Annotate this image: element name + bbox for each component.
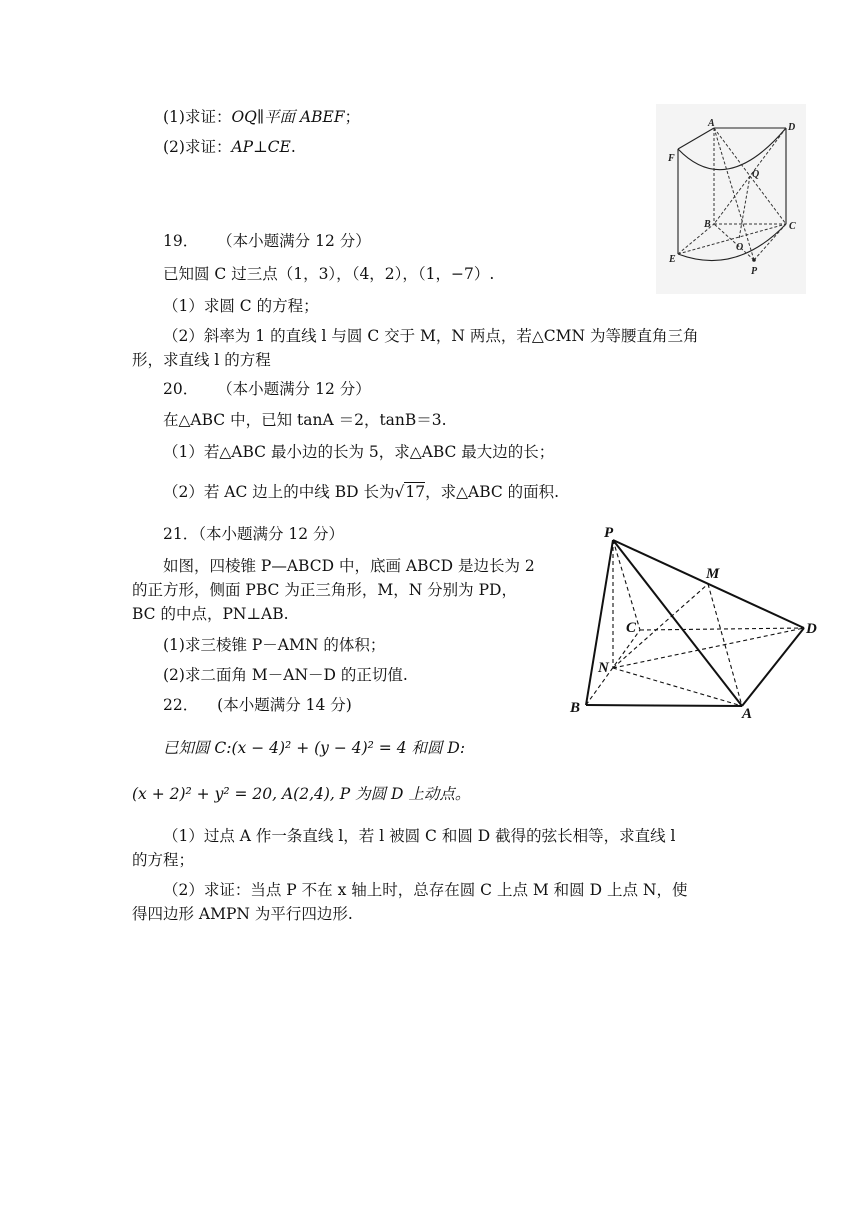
label-E: E	[669, 254, 676, 265]
edge-BA	[586, 705, 742, 706]
label-C: C	[789, 221, 796, 232]
edge-PB	[586, 540, 613, 705]
label-F: F	[668, 153, 675, 164]
q21-part2: (2)求二面角 M－AN－D 的正切值.	[163, 666, 408, 684]
q22-part1-line2: 的方程；	[132, 851, 195, 869]
q18-part2-math: AP⊥CE	[231, 138, 291, 156]
q20-part2-radicand: 17	[405, 483, 426, 501]
q20-number: 20．	[163, 380, 199, 398]
q20-part2-post: ，求△ABC 的面积.	[425, 483, 560, 501]
sqrt-sign: √	[394, 483, 405, 501]
q20-part2-pre: （2）若 AC 边上的中线 BD 长为	[163, 483, 395, 501]
q19-part2-line1: （2）斜率为 1 的直线 l 与圆 C 交于 M，N 两点，若△CMN 为等腰直角三角	[163, 327, 699, 345]
q18-part1-suffix: ；	[344, 108, 361, 126]
q22-stem-line2: (x + 2)² + y² = 20, A(2,4), P 为圆 D 上动点。	[132, 785, 471, 803]
label-A: A	[742, 706, 753, 720]
q22-stem-line1: 已知圆 C:(x − 4)² + (y − 4)² = 4 和圆 D:	[163, 739, 466, 757]
edge-PC	[613, 540, 640, 630]
q21-stem-line3: BC 的中点，PN⊥AB.	[132, 605, 289, 623]
edge-AD	[742, 628, 804, 706]
segment-MA	[708, 584, 742, 706]
q19-stem: 已知圆 C 过三点（1，3），（4，2），（1，−7）.	[163, 265, 495, 283]
cylinder-figure	[656, 104, 806, 294]
q18-part1	[163, 107, 360, 127]
q20-stem: 在△ABC 中，已知 tanA ＝2，tanB＝3.	[163, 411, 447, 429]
q20-part2	[163, 482, 559, 502]
q20-score: （本小题满分 12 分）	[217, 380, 371, 398]
q19-header	[163, 231, 371, 251]
segment-NA	[613, 668, 742, 706]
q22-part2-line1: （2）求证：当点 P 不在 x 轴上时，总存在圆 C 上点 M 和圆 D 上点 N，使	[163, 881, 688, 899]
q21-stem-line1: 如图，四棱锥 P—ABCD 中，底画 ABCD 是边长为 2	[163, 557, 535, 575]
label-Q: Q	[752, 169, 760, 180]
label-P: P	[751, 266, 758, 277]
label-N: N	[598, 660, 609, 676]
q22-number: 22．	[163, 696, 199, 714]
q22-header	[163, 695, 352, 715]
label-C: C	[626, 620, 637, 636]
q21-stem-line2: 的正方形，侧面 PBC 为正三角形，M，N 分别为 PD，	[132, 581, 517, 599]
q18-part2	[163, 137, 296, 157]
q21-part1: (1)求三棱锥 P－AMN 的体积；	[163, 636, 386, 654]
q22-part2-line2: 得四边形 AMPN 为平行四边形.	[132, 905, 353, 923]
q18-part1-prefix: (1)求证：	[163, 108, 232, 126]
edge-CD	[640, 628, 804, 630]
label-D: D	[806, 621, 817, 637]
q19-score: （本小题满分 12 分）	[217, 232, 371, 250]
q20-header	[163, 379, 371, 399]
label-B: B	[704, 219, 711, 230]
label-P: P	[604, 525, 614, 541]
q21-header: 21．（本小题满分 12 分）	[163, 525, 345, 543]
label-B: B	[570, 700, 581, 716]
q18-part2-suffix: .	[290, 138, 296, 156]
q19-part2-line2: 形，求直线 l 的方程	[132, 351, 271, 369]
label-D: D	[788, 122, 796, 133]
label-O: O	[736, 242, 744, 253]
point-P	[752, 258, 756, 262]
label-A: A	[708, 118, 715, 129]
label-M: M	[706, 566, 720, 582]
q18-part2-prefix: (2)求证：	[163, 138, 232, 156]
q19-part1: （1）求圆 C 的方程；	[163, 297, 319, 315]
pyramid-figure	[566, 520, 826, 720]
q22-part1-line1: （1）过点 A 作一条直线 l，若 l 被圆 C 和圆 D 截得的弦长相等，求直线 l	[163, 827, 676, 845]
q22-score: (本小题满分 14 分)	[217, 696, 352, 714]
q19-number: 19．	[163, 232, 199, 250]
q20-part1: （1）若△ABC 最小边的长为 5，求△ABC 最大边的长；	[163, 443, 555, 461]
q18-part1-math: OQ∥平面 ABEF	[231, 108, 345, 126]
